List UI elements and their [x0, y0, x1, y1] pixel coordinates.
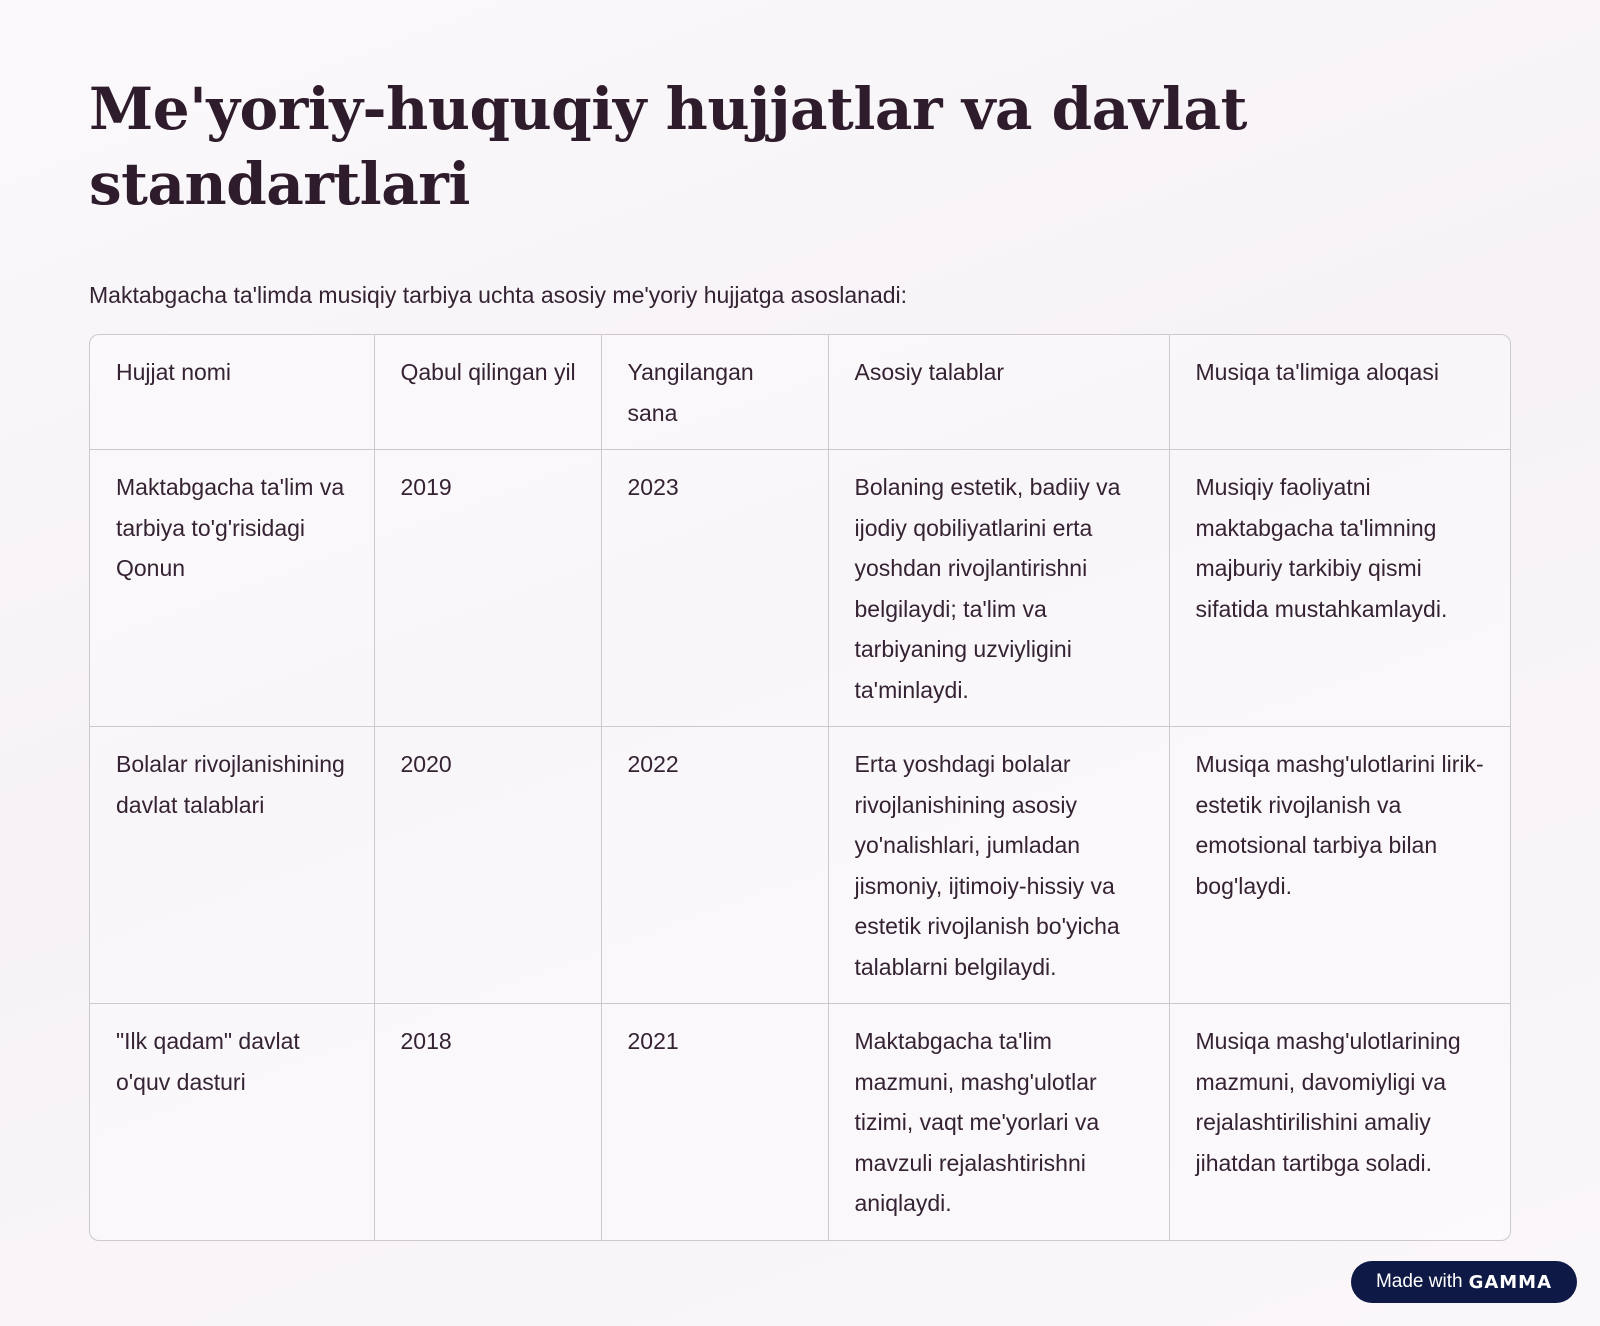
- cell-document-name: Maktabgacha ta'lim va tarbiya to'g'risidagi Qonun: [90, 450, 374, 727]
- cell-adopted-year: 2018: [374, 1004, 601, 1240]
- table-row: [90, 1004, 1510, 1240]
- cell-music-relation: Musiqa mashg'ulotlarini lirik-estetik rivojlanish va emotsional tarbiya bilan bog'laydi.: [1169, 727, 1510, 1004]
- cell-main-requirements: Maktabgacha ta'lim mazmuni, mashg'ulotlar tizimi, vaqt me'yorlari va mavzuli rejalashtirishni aniqlaydi.: [828, 1004, 1169, 1240]
- badge-prefix: Made with: [1375, 1271, 1463, 1292]
- cell-main-requirements: Bolaning estetik, badiiy va ijodiy qobiliyatlarini erta yoshdan rivojlantirishni belgilaydi; ta'lim va tarbiyaning uzviyligini ta'minlaydi.: [828, 450, 1169, 727]
- column-header-main-requirements: Asosiy talablar: [828, 335, 1169, 450]
- documents-table: [90, 335, 1510, 1240]
- cell-updated-date: 2023: [601, 450, 828, 727]
- table-row: [90, 727, 1510, 1004]
- cell-main-requirements: Erta yoshdagi bolalar rivojlanishining asosiy yo'nalishlari, jumladan jismoniy, ijtimoiy-hissiy va estetik rivojlanish bo'yicha talablarni belgilaydi.: [828, 727, 1169, 1004]
- made-with-gamma-badge[interactable]: [1351, 1261, 1577, 1303]
- column-header-music-relation: Musiqa ta'limiga aloqasi: [1169, 335, 1510, 450]
- intro-text: Maktabgacha ta'limda musiqiy tarbiya uchta asosiy me'yoriy hujjatga asoslanadi:: [89, 282, 908, 308]
- page-title: Me'yoriy-huquqiy hujjatlar va davlat standartlari: [89, 75, 1247, 218]
- column-header-document-name: Hujjat nomi: [90, 335, 374, 450]
- cell-music-relation: Musiqa mashg'ulotlarining mazmuni, davomiyligi va rejalashtirilishini amaliy jihatdan tartibga soladi.: [1195, 1028, 1461, 1176]
- cell-document-name: Bolalar rivojlanishining davlat talablari: [90, 727, 374, 1004]
- gamma-logo: GAMMA: [1468, 1271, 1553, 1293]
- cell-updated-date: 2021: [601, 1004, 828, 1240]
- cell-updated-date: 2022: [601, 727, 828, 1004]
- cell-adopted-year: 2019: [374, 450, 601, 727]
- cell-music-relation: Musiqiy faoliyatni maktabgacha ta'limning majburiy tarkibiy qismi sifatida mustahkamlaydi.: [1169, 450, 1510, 727]
- documents-table-container: [89, 334, 1511, 1241]
- cell-document-name: "Ilk qadam" davlat o'quv dasturi: [90, 1004, 374, 1240]
- table-header-row: [90, 335, 1510, 450]
- table-row: [90, 450, 1510, 727]
- slide-content: [89, 72, 1511, 1241]
- column-header-updated-date: Yangilangan sana: [601, 335, 828, 450]
- column-header-adopted-year: Qabul qilingan yil: [374, 335, 601, 450]
- cell-adopted-year: 2020: [374, 727, 601, 1004]
